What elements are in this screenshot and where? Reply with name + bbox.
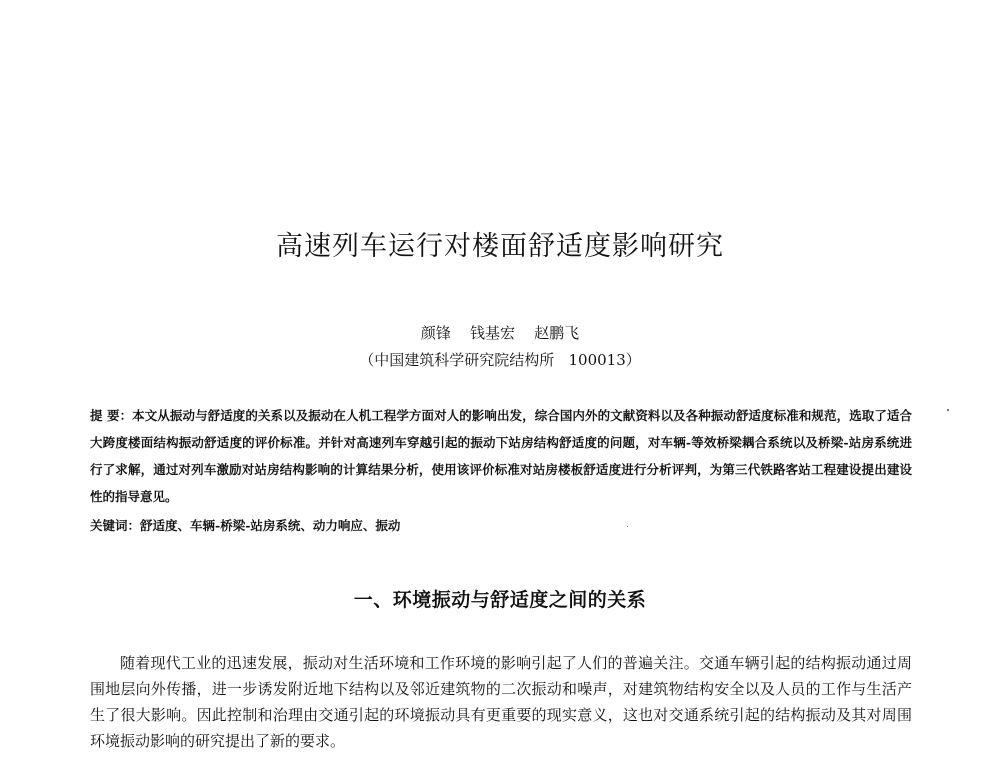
section-heading: 一、环境振动与舒适度之间的关系 xyxy=(353,589,647,611)
abstract-block xyxy=(90,402,912,510)
paper-title: 高速列车运行对楼面舒适度影响研究 xyxy=(276,231,724,262)
keywords-text: 舒适度、车辆-桥梁-站房系统、动力响应、振动 xyxy=(140,518,401,533)
keywords-block xyxy=(90,516,912,536)
scan-speck xyxy=(947,409,949,411)
keywords-label: 关键词： xyxy=(90,518,141,533)
author-list: 颜锋 钱基宏 赵鹏飞 xyxy=(420,324,580,342)
author-affiliation: （中国建筑科学研究院结构所 100013） xyxy=(359,351,641,369)
body-paragraph: 随着现代工业的迅速发展，振动对生活环境和工作环境的影响引起了人们的普遍关注。交通车辆引起的结构振动通过周围地层向外传播，进一步诱发附近地下结构以及邻近建筑物的二次振动和噪声，对建筑物结构安全以及人员的工作与生活产生了很大影响。因此控制和治理由交通引起的环境振动具有更重要的现实意义，这也对交通系统引起的结构振动及其对周围环境振动影响的研究提出了新的要求。 xyxy=(90,654,912,750)
scan-speck xyxy=(627,526,628,527)
abstract-text: 本文从振动与舒适度的关系以及振动在人机工程学方面对人的影响出发，综合国内外的文献资料以及各种振动舒适度标准和规范，选取了适合大跨度楼面结构振动舒适度的评价标准。并针对高速列车穿越引起的振动下站房结构舒适度的问题，对车辆-等效桥梁耦合系统以及桥梁-站房系统进行了求解，通过对列车激励对站房结构影响的计算结果分析，使用该评价标准对站房楼板舒适度进行分析评判，为第三代铁路客站工程建设提出建设性的指导意见。 xyxy=(90,408,912,504)
abstract-label: 提 要： xyxy=(90,408,133,423)
